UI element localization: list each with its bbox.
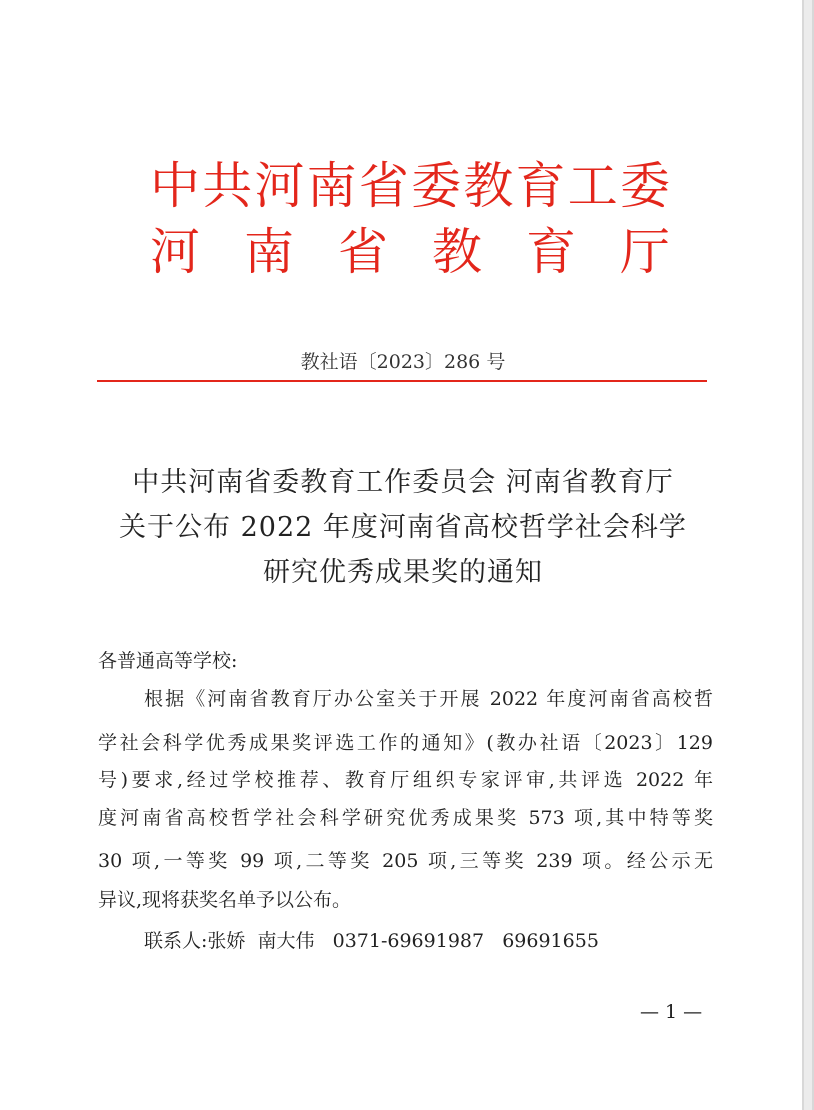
header-char: 工 [567,157,618,215]
header-char: 育 [526,223,576,281]
header-char: 省 [338,223,388,281]
salutation: 各普通高等学校: [98,650,238,672]
header-char: 河 [254,157,305,215]
header-char: 共 [202,157,253,215]
scrollbar-track[interactable] [802,0,814,1110]
header-char: 厅 [620,223,670,281]
notice-title-line: 关于公布 2022 年度河南省高校哲学社会科学 [119,512,687,543]
contact-info: 联系人:张娇 南大伟 0371-69691987 69691655 [144,930,599,952]
notice-title-line: 中共河南省委教育工作委员会 河南省教育厅 [132,467,674,498]
red-divider-rule [97,380,707,382]
header-char: 委 [619,157,670,215]
issuer-header-line-1 [150,156,670,216]
header-char: 南 [244,223,294,281]
notice-title-line: 研究优秀成果奖的通知 [263,557,543,588]
header-char: 教 [463,157,514,215]
body-text-line: 30 项,一等奖 99 项,二等奖 205 项,三等奖 239 项。经公示无 [98,850,713,872]
body-text-line: 根据《河南省教育厅办公室关于开展 2022 年度河南省高校哲 [144,688,713,710]
body-text-line: 号)要求,经过学校推荐、教育厅组织专家评审,共评选 2022 年 [98,769,713,791]
scrollbar-thumb[interactable] [804,0,812,1110]
document-number: 教社语〔2023〕286 号 [300,351,506,373]
header-char: 省 [358,157,409,215]
header-char: 育 [515,157,566,215]
header-char: 委 [411,157,462,215]
header-char: 教 [432,223,482,281]
body-text-line: 度河南省高校哲学社会科学研究优秀成果奖 573 项,其中特等奖 [98,807,713,829]
issuer-header-line-2 [150,222,670,282]
page-number: — 1 — [640,1001,703,1023]
header-char: 南 [306,157,357,215]
header-char: 中 [150,157,200,215]
header-char: 河 [150,223,200,281]
body-text-line: 学社会科学优秀成果奖评选工作的通知》(教办社语〔2023〕129 [98,732,713,754]
body-text-line: 异议,现将获奖名单予以公布。 [98,889,352,911]
